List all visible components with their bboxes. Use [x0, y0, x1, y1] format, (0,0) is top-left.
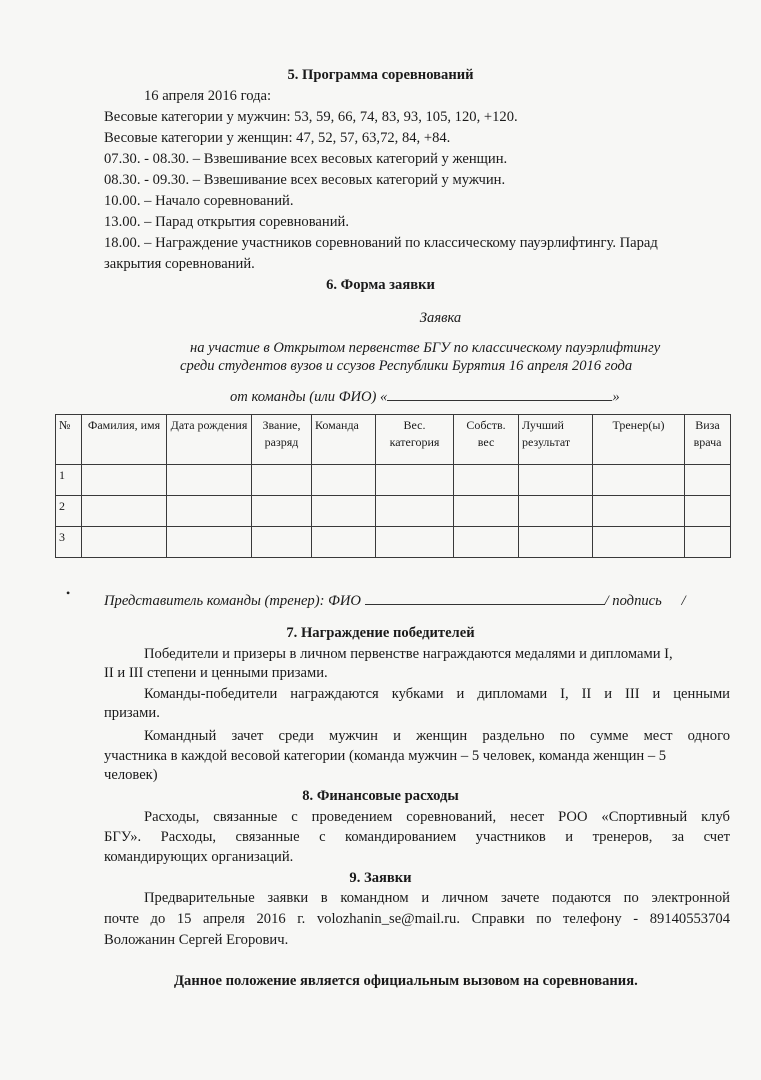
row-number: 3 [56, 527, 82, 558]
signature-close: / [681, 593, 686, 609]
cell-weight-class[interactable] [376, 465, 454, 496]
entry-form-table [55, 414, 731, 558]
cell-body-weight[interactable] [454, 496, 519, 527]
awards-paragraph-3b: участника в каждой весовой категории (команда мужчин – 5 человек, команда женщин – 5 [104, 748, 667, 764]
section-9-title: 9. Заявки [349, 870, 412, 886]
cell-body-weight[interactable] [454, 527, 519, 558]
cell-best-result[interactable] [519, 527, 593, 558]
form-subtitle-1: на участие в Открытом первенстве БГУ по классическому пауэрлифтингу [190, 340, 661, 356]
awards-paragraph-1b: II и III степени и ценными призами. [104, 665, 328, 681]
cell-doctor-visa[interactable] [685, 465, 731, 496]
col-team: Команда [312, 415, 376, 465]
women-weight-classes: Весовые категории у женщин: 47, 52, 57, 63,72, 84, +84. [104, 130, 451, 146]
cell-doctor-visa[interactable] [685, 496, 731, 527]
cell-name[interactable] [82, 527, 167, 558]
col-birthdate: Дата рождения [167, 415, 252, 465]
finance-paragraph-a: Расходы, связанные с проведением соревнований, несет РОО «Спортивный клуб [144, 809, 730, 825]
section-5-title: 5. Программа соревнований [287, 67, 474, 83]
section-6-title: 6. Форма заявки [326, 277, 435, 293]
competition-date: 16 апреля 2016 года: [144, 88, 272, 104]
team-line [230, 386, 620, 406]
col-name: Фамилия, имя [82, 415, 167, 465]
applications-paragraph-a: Предварительные заявки в командном и личном зачете подаются по электронной [144, 890, 730, 906]
cell-rank[interactable] [252, 465, 312, 496]
row-number: 2 [56, 496, 82, 527]
col-best-result: Лучший результат [519, 415, 593, 465]
cell-best-result[interactable] [519, 496, 593, 527]
table-header-row [56, 415, 731, 465]
schedule-awards: 18.00. – Награждение участников соревнований по классическому пауэрлифтингу. Парад [104, 235, 658, 251]
applications-paragraph-b: почте до 15 апреля 2016 г. volozhanin_se@mail.ru. Справки по телефону - 89140553704 [104, 911, 730, 927]
table-row [56, 527, 731, 558]
team-close-quote: » [612, 389, 620, 405]
col-weight-class: Вес. категория [376, 415, 454, 465]
finance-paragraph-c: командирующих организаций. [104, 849, 294, 865]
representative-label: Представитель команды (тренер): ФИО [104, 593, 361, 609]
scan-artifact-mark: • [66, 586, 71, 600]
applications-paragraph-c: Воложанин Сергей Егорович. [104, 932, 289, 948]
form-title: Заявка [419, 310, 462, 326]
cell-team[interactable] [312, 496, 376, 527]
schedule-women-weighin: 07.30. - 08.30. – Взвешивание всех весовых категорий у женщин. [104, 151, 508, 167]
col-body-weight: Собств. вес [454, 415, 519, 465]
section-7-title: 7. Награждение победителей [286, 625, 475, 641]
representative-name-blank[interactable] [365, 590, 605, 605]
schedule-start: 10.00. – Начало соревнований. [104, 193, 294, 209]
awards-paragraph-2a: Команды-победители награждаются кубками и дипломами I, II и III и ценными [144, 686, 730, 702]
cell-best-result[interactable] [519, 465, 593, 496]
form-subtitle-2: среди студентов вузов и ссузов Республики Бурятия 16 апреля 2016 года [180, 358, 633, 374]
official-call-statement: Данное положение является официальным вызовом на соревнования. [174, 973, 638, 989]
cell-doctor-visa[interactable] [685, 527, 731, 558]
cell-body-weight[interactable] [454, 465, 519, 496]
table-row [56, 465, 731, 496]
schedule-closing: закрытия соревнований. [104, 256, 255, 272]
cell-weight-class[interactable] [376, 527, 454, 558]
representative-line [104, 590, 686, 610]
awards-paragraph-3a: Командный зачет среди мужчин и женщин раздельно по сумме мест одного [144, 728, 730, 744]
signature-label: / подпись [604, 593, 662, 609]
col-coach: Тренер(ы) [593, 415, 685, 465]
col-rank: Звание, разряд [252, 415, 312, 465]
section-8-title: 8. Финансовые расходы [302, 788, 459, 804]
cell-coach[interactable] [593, 465, 685, 496]
schedule-men-weighin: 08.30. - 09.30. – Взвешивание всех весовых категорий у мужчин. [104, 172, 506, 188]
cell-name[interactable] [82, 465, 167, 496]
row-number: 1 [56, 465, 82, 496]
team-name-blank[interactable] [387, 386, 612, 401]
cell-birthdate[interactable] [167, 527, 252, 558]
cell-team[interactable] [312, 527, 376, 558]
cell-birthdate[interactable] [167, 465, 252, 496]
cell-team[interactable] [312, 465, 376, 496]
cell-birthdate[interactable] [167, 496, 252, 527]
awards-paragraph-3c: человек) [104, 767, 158, 783]
table-row [56, 496, 731, 527]
cell-name[interactable] [82, 496, 167, 527]
schedule-opening-parade: 13.00. – Парад открытия соревнований. [104, 214, 349, 230]
col-number: № [56, 415, 82, 465]
col-doctor-visa: Виза врача [685, 415, 731, 465]
men-weight-classes: Весовые категории у мужчин: 53, 59, 66, 74, 83, 93, 105, 120, +120. [104, 109, 518, 125]
cell-coach[interactable] [593, 527, 685, 558]
finance-paragraph-b: БГУ». Расходы, связанные с командированием участников и тренеров, за счет [104, 829, 730, 845]
team-label: от команды (или ФИО) « [230, 389, 388, 405]
cell-rank[interactable] [252, 496, 312, 527]
cell-rank[interactable] [252, 527, 312, 558]
awards-paragraph-1a: Победители и призеры в личном первенстве награждаются медалями и дипломами I, [144, 646, 673, 662]
awards-paragraph-2b: призами. [104, 705, 160, 721]
cell-coach[interactable] [593, 496, 685, 527]
cell-weight-class[interactable] [376, 496, 454, 527]
